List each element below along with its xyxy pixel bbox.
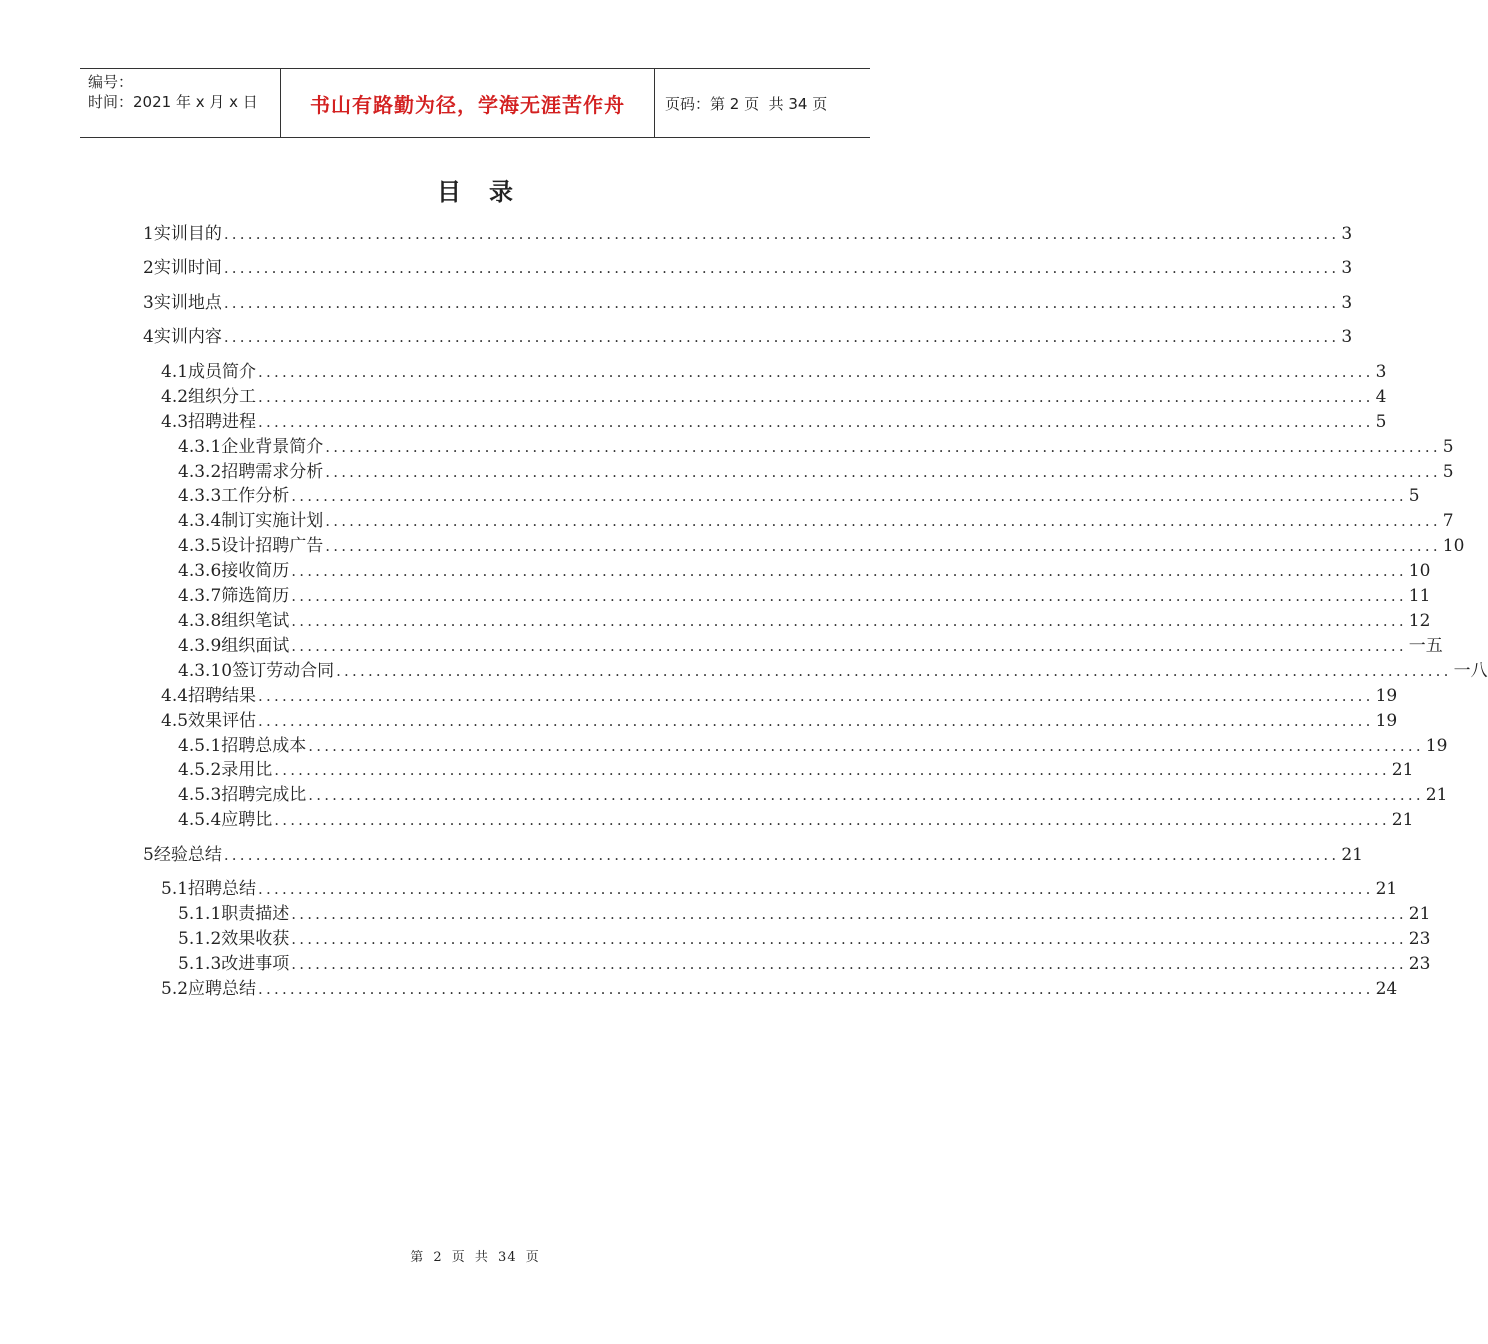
toc-entry-title: 招聘完成比 xyxy=(221,785,307,805)
toc-entry[interactable] xyxy=(161,877,1398,901)
toc-entry-number: 4.3.3 xyxy=(178,486,222,506)
toc-entry-page: 5 xyxy=(1375,412,1387,432)
toc-title: 目录 xyxy=(437,178,541,206)
toc-entry-number: 5.1 xyxy=(161,879,189,899)
toc-entry-leader: ............................................................................................................................................ xyxy=(274,761,1390,779)
toc-entry-leader: ............................................................................................................................................ xyxy=(336,662,1452,680)
toc-entry-page: 3 xyxy=(1341,327,1353,347)
toc-entry-title: 招聘总结 xyxy=(188,879,257,899)
toc-entry[interactable] xyxy=(178,927,1431,951)
toc-entry-number: 4.3.2 xyxy=(178,462,222,482)
toc-entry-page: 5 xyxy=(1442,462,1454,482)
toc-entry[interactable] xyxy=(161,977,1398,1001)
toc-entry[interactable] xyxy=(178,609,1431,633)
toc-entry-title: 签订劳动合同 xyxy=(232,661,335,681)
toc-entry-number: 4.3.1 xyxy=(178,437,222,457)
toc-entry-leader: ............................................................................................................................................ xyxy=(223,259,1340,277)
toc-entry-title: 成员简介 xyxy=(188,362,257,382)
header-meta xyxy=(80,69,281,137)
toc-entry-page: 7 xyxy=(1442,511,1454,531)
toc-entry-leader: ............................................................................................................................................ xyxy=(291,612,1407,630)
toc-entry-title: 应聘总结 xyxy=(188,979,257,999)
toc-entry-leader: ............................................................................................................................................ xyxy=(291,905,1407,923)
toc-entry-leader: ............................................................................................................................................ xyxy=(308,786,1424,804)
toc-entry-leader: ............................................................................................................................................ xyxy=(258,712,1374,730)
toc-entry[interactable] xyxy=(178,952,1431,976)
toc-entry[interactable] xyxy=(178,460,1454,484)
toc-entry-number: 4.3.10 xyxy=(178,661,233,681)
toc-entry-title: 效果收获 xyxy=(221,929,290,949)
toc-entry-page: 10 xyxy=(1442,536,1465,556)
toc-entry-title: 实训时间 xyxy=(153,258,222,278)
toc-entry[interactable] xyxy=(178,734,1448,758)
toc-entry-title: 企业背景简介 xyxy=(221,437,324,457)
toc-entry[interactable] xyxy=(178,559,1431,583)
toc-entry-title: 设计招聘广告 xyxy=(221,536,324,556)
toc-entry-leader: ............................................................................................................................................ xyxy=(291,930,1407,948)
toc-entry-page: 21 xyxy=(1391,810,1414,830)
toc-entry-number: 4.1 xyxy=(161,362,189,382)
toc-entry-leader: ............................................................................................................................................ xyxy=(291,587,1407,605)
toc-entry-leader: ............................................................................................................................................ xyxy=(258,363,1374,381)
toc-entry-page: 21 xyxy=(1391,760,1414,780)
toc-entry[interactable] xyxy=(178,484,1420,508)
toc-entry-number: 4.2 xyxy=(161,387,189,407)
toc-entry-number: 4.3.4 xyxy=(178,511,222,531)
toc-entry-leader: ............................................................................................................................................ xyxy=(291,637,1407,655)
toc-entry[interactable] xyxy=(143,256,1353,280)
toc-entry-number: 4.5 xyxy=(161,711,189,731)
toc-entry-page: 19 xyxy=(1375,686,1398,706)
toc-entry-leader: ............................................................................................................................................ xyxy=(258,413,1374,431)
toc-entry-number: 4.3.8 xyxy=(178,611,222,631)
toc-entry-title: 组织面试 xyxy=(221,636,290,656)
toc-entry-title: 招聘需求分析 xyxy=(221,462,324,482)
toc-entry-title: 组织笔试 xyxy=(221,611,290,631)
toc-entry-leader: ............................................................................................................................................ xyxy=(258,687,1374,705)
toc-entry-page: 19 xyxy=(1425,736,1448,756)
toc-entry-number: 4 xyxy=(143,327,154,347)
toc-entry-title: 实训内容 xyxy=(153,327,222,347)
toc-entry[interactable] xyxy=(178,584,1431,608)
toc-entry-title: 招聘总成本 xyxy=(221,736,307,756)
toc-entry[interactable] xyxy=(178,534,1465,558)
toc-entry-page: 11 xyxy=(1408,586,1431,606)
toc-entry-title: 工作分析 xyxy=(221,486,290,506)
toc-entry-title: 接收简历 xyxy=(221,561,290,581)
toc-entry-page: 23 xyxy=(1408,954,1431,974)
toc-entry-page: 3 xyxy=(1341,258,1353,278)
toc-entry[interactable] xyxy=(178,435,1454,459)
page-footer: 第 2 页 共 34 页 xyxy=(410,1250,540,1265)
toc-entry-title: 职责描述 xyxy=(221,904,290,924)
toc-entry-number: 4.5.1 xyxy=(178,736,222,756)
toc-entry-title: 实训目的 xyxy=(153,224,222,244)
toc-entry-number: 4.4 xyxy=(161,686,189,706)
toc-entry-leader: ............................................................................................................................................ xyxy=(274,811,1390,829)
toc-entry-page: 24 xyxy=(1375,979,1398,999)
toc-entry-number: 3 xyxy=(143,293,154,313)
toc-entry-leader: ............................................................................................................................................ xyxy=(325,512,1441,530)
toc-entry-leader: ............................................................................................................................................ xyxy=(325,438,1441,456)
toc-entry-title: 筛选简历 xyxy=(221,586,290,606)
toc-entry-page: 5 xyxy=(1408,486,1420,506)
toc-entry-number: 4.3.9 xyxy=(178,636,222,656)
toc-entry[interactable] xyxy=(161,709,1398,733)
toc-entry-number: 4.3 xyxy=(161,412,189,432)
toc-entry[interactable] xyxy=(178,634,1443,658)
toc-entry-leader: ............................................................................................................................................ xyxy=(258,880,1374,898)
toc-entry-title: 录用比 xyxy=(221,760,273,780)
toc-entry-number: 4.3.5 xyxy=(178,536,222,556)
toc-entry-page: 12 xyxy=(1408,611,1431,631)
header-time-label: 时间：2021 年 x 月 x 日 xyxy=(88,93,258,111)
toc-entry-page: 3 xyxy=(1341,224,1353,244)
toc-entry[interactable] xyxy=(143,843,1363,867)
toc-entry-title: 经验总结 xyxy=(153,845,222,865)
toc-entry-page: 21 xyxy=(1408,904,1431,924)
toc-entry[interactable] xyxy=(143,222,1353,246)
toc-entry-leader: ............................................................................................................................................ xyxy=(258,980,1374,998)
toc-entry[interactable] xyxy=(178,902,1431,926)
toc-entry-title: 应聘比 xyxy=(221,810,273,830)
toc-entry-page: 5 xyxy=(1442,437,1454,457)
toc-entry-page: 21 xyxy=(1341,845,1363,865)
page-header xyxy=(80,68,870,138)
toc-entry-title: 实训地点 xyxy=(153,293,222,313)
toc-entry[interactable] xyxy=(161,684,1398,708)
toc-entry-page: 23 xyxy=(1408,929,1431,949)
toc-entry-number: 5.2 xyxy=(161,979,189,999)
toc-entry-page: 4 xyxy=(1375,387,1387,407)
toc-entry-title: 招聘进程 xyxy=(188,412,257,432)
toc-entry[interactable] xyxy=(161,385,1387,409)
toc-entry-number: 4.5.3 xyxy=(178,785,222,805)
toc-entry-number: 4.3.6 xyxy=(178,561,222,581)
toc-entry[interactable] xyxy=(161,410,1387,434)
toc-entry-leader: ............................................................................................................................................ xyxy=(258,388,1374,406)
toc-entry[interactable] xyxy=(161,360,1387,384)
toc-entry-page: 21 xyxy=(1375,879,1398,899)
header-page-info xyxy=(655,69,870,137)
toc-entry-leader: ............................................................................................................................................ xyxy=(223,294,1340,312)
toc-entry-leader: ............................................................................................................................................ xyxy=(291,562,1407,580)
toc-entry[interactable] xyxy=(143,291,1353,315)
toc-entry[interactable] xyxy=(143,325,1353,349)
toc-entry-leader: ............................................................................................................................................ xyxy=(223,846,1340,864)
toc-entry[interactable] xyxy=(178,758,1414,782)
toc-entry-title: 制订实施计划 xyxy=(221,511,324,531)
toc-entry-number: 4.3.7 xyxy=(178,586,222,606)
toc-entry-page: 3 xyxy=(1341,293,1353,313)
toc-entry-number: 4.5.4 xyxy=(178,810,222,830)
toc-entry-page: 10 xyxy=(1408,561,1431,581)
header-number-label: 编号： xyxy=(88,73,134,91)
toc-entry-title: 效果评估 xyxy=(188,711,257,731)
header-motto: 书山有路勤为径，学海无涯苦作舟 xyxy=(281,69,655,137)
toc-entry[interactable] xyxy=(178,808,1414,832)
toc-entry-page: 3 xyxy=(1375,362,1387,382)
toc-entry-number: 5 xyxy=(143,845,154,865)
toc-entry-title: 改进事项 xyxy=(221,954,290,974)
toc-entry[interactable] xyxy=(178,659,1488,683)
toc-entry-page: 19 xyxy=(1375,711,1398,731)
toc-entry-page: 一八 xyxy=(1453,661,1488,681)
toc-entry[interactable] xyxy=(178,783,1448,807)
toc-entry-leader: ............................................................................................................................................ xyxy=(223,225,1340,243)
toc-entry-number: 5.1.1 xyxy=(178,904,222,924)
toc-entry-number: 1 xyxy=(143,224,154,244)
toc-entry-leader: ............................................................................................................................................ xyxy=(325,463,1441,481)
toc-entry-number: 4.5.2 xyxy=(178,760,222,780)
toc-entry-leader: ............................................................................................................................................ xyxy=(325,537,1441,555)
toc-entry-number: 2 xyxy=(143,258,154,278)
header-page-info-text: 页码：第 2 页 共 34 页 xyxy=(665,94,828,113)
toc-entry-leader: ............................................................................................................................................ xyxy=(291,955,1407,973)
toc-entry-number: 5.1.3 xyxy=(178,954,222,974)
toc-entry-number: 5.1.2 xyxy=(178,929,222,949)
toc-entry-leader: ............................................................................................................................................ xyxy=(291,487,1407,505)
toc-entry-page: 21 xyxy=(1425,785,1448,805)
toc-entry-title: 组织分工 xyxy=(188,387,257,407)
toc-entry-leader: ............................................................................................................................................ xyxy=(223,328,1340,346)
toc-entry-title: 招聘结果 xyxy=(188,686,257,706)
toc-entry[interactable] xyxy=(178,509,1454,533)
toc-entry-leader: ............................................................................................................................................ xyxy=(308,737,1424,755)
toc-entry-page: 一五 xyxy=(1408,636,1443,656)
